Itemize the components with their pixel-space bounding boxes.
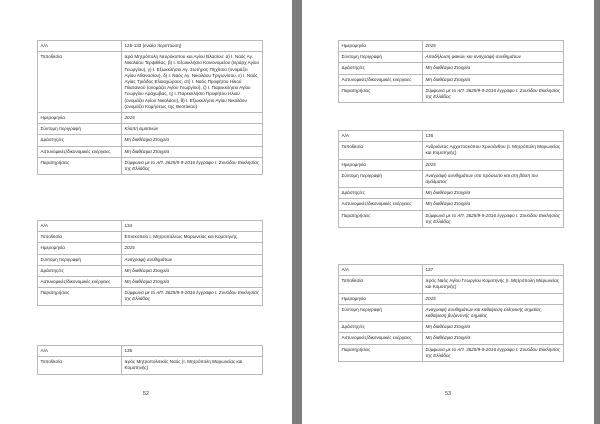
field-label: Δράστης/ες	[38, 135, 122, 146]
table-row	[339, 74, 564, 85]
field-label: Αστυνομικές/δικονομικές ενέργειες	[339, 333, 423, 344]
field-label: Δράστης/ες	[339, 188, 423, 199]
field-value: Μη διαθέσιμα Στοιχεία	[423, 199, 564, 210]
table-row	[339, 131, 564, 142]
field-label: Δράστης/ες	[339, 63, 423, 74]
field-label: Δράστης/ες	[38, 265, 122, 276]
field-label: Αστυνομικές/δικονομικές ενέργειες	[339, 74, 423, 85]
field-label: Σύντομη περιγραφή	[339, 52, 423, 63]
record-table-134	[37, 220, 263, 306]
field-label: Ημερομηνία	[339, 41, 423, 52]
table-row	[38, 277, 263, 288]
field-label: Παρατηρήσεις	[38, 288, 122, 305]
table-row	[38, 52, 263, 113]
table-row	[339, 199, 564, 210]
field-label: Αστυνομικές/δικονομικές ενέργειες	[339, 199, 423, 210]
field-label: Τοποθεσία	[38, 357, 122, 374]
field-label: Τοποθεσία	[339, 142, 423, 159]
field-label: Τοποθεσία	[38, 232, 122, 243]
field-label: Παρατηρήσεις	[339, 344, 423, 361]
table-row	[339, 63, 564, 74]
field-value: Αναγραφή συνθημάτων και καθαίρεση ελληνικής σημαίας, καθαίρεση βυζαντινής σημαίας	[423, 304, 564, 321]
record-table-135-cont	[338, 40, 564, 103]
field-label: Παρατηρήσεις	[38, 157, 122, 174]
field-value: Μη διαθέσιμα Στοιχεία	[423, 333, 564, 344]
record-table-136	[338, 130, 564, 228]
table-row	[38, 124, 263, 135]
field-value: Μη διαθέσιμα Στοιχεία	[122, 146, 263, 157]
field-value: Ανδριάντας Αρχιεπισκόπου Χρυσάνθου (Ι. Μητρόπολη Μαρωνείας και Κομοτηνής)	[423, 142, 564, 159]
table-row	[339, 344, 564, 361]
table-row	[38, 113, 263, 124]
field-value: 2015	[122, 113, 263, 124]
table-row	[38, 288, 263, 305]
field-value: Μη διαθέσιμα Στοιχεία	[423, 63, 564, 74]
table-row	[339, 159, 564, 170]
spread-gutter	[292, 0, 302, 424]
table-row	[339, 210, 564, 227]
field-value: Μη διαθέσιμα Στοιχεία	[122, 277, 263, 288]
table-row	[339, 85, 564, 102]
page-number: 53	[445, 391, 451, 397]
field-value: Μη διαθέσιμα Στοιχεία	[423, 322, 564, 333]
field-label: Τοποθεσία	[38, 52, 122, 113]
page-number: 52	[143, 391, 149, 397]
field-label: Σύντομη περιγραφή	[38, 254, 122, 265]
field-label: Ημερομηνία	[339, 159, 423, 170]
field-label: Ημερομηνία	[38, 243, 122, 254]
field-label: Α/Α	[38, 221, 122, 232]
right-page	[302, 0, 594, 424]
field-label: Σύντομη περιγραφή	[38, 124, 122, 135]
table-row	[339, 293, 564, 304]
field-value: 136	[423, 131, 564, 142]
field-label: Παρατηρήσεις	[339, 85, 423, 102]
table-row	[339, 142, 564, 159]
record-table-125-133	[37, 40, 263, 175]
table-row	[339, 265, 564, 276]
table-row	[38, 243, 263, 254]
field-value: Κλοπή ειμιτανών	[122, 124, 263, 135]
table-row	[38, 135, 263, 146]
field-value: Ιερός Μητροπολιτικός Ναός (Ι. Μητρόπολη Μαρωνείας και Κομοτηνής)	[122, 357, 263, 374]
table-row	[38, 357, 263, 374]
field-label: Δράστης/ες	[339, 322, 423, 333]
field-value: 2015	[423, 159, 564, 170]
table-row	[38, 41, 263, 52]
field-value: 135	[122, 346, 263, 357]
field-label: Σύντομη περιγραφή	[339, 304, 423, 321]
field-value: 2015	[423, 41, 564, 52]
field-label: Α/Α	[339, 131, 423, 142]
table-row	[339, 170, 564, 187]
field-value: Σύμφωνα με το ΑΠ. 3625/9-9-2016 έγγραφο Ι. Συνόδου Εκκλησίας της Ελλάδος	[423, 85, 564, 102]
field-label: Α/Α	[38, 346, 122, 357]
field-value: Σύμφωνα με το ΑΠ. 3625/9-9-2016 έγγραφο Ι. Συνόδου Εκκλησίας της Ελλάδος	[423, 210, 564, 227]
field-label: Σύντομη περιγραφή	[339, 170, 423, 187]
field-value: Μη διαθέσιμα Στοιχεία	[423, 188, 564, 199]
field-value: Αναγραφή συνθημάτων στο πρόσωπο και στη βάση του αγάλματος	[423, 170, 564, 187]
field-value: Ιερά Μητρόπολη Νευρόκοπου και Αγίου Βλασίου: α) Ι. Ναός Αγ. Νικολάου Τερψιθέας, β) Ι. Εξωκκλήσιο Κοινονομείου (Ιεράρχ Αγίου Γεωργίου), γ) Ι. Εξωκκλήσιο Αγ. Σωτήρος Πηχίτσιο (ονομάζει Αγίου Αθανασίου), δ) Ι. Ναός Αγ. Νικολάου Τριγωνίσου, ε) Ι. Ναός Αγίας Τριάδος Ελαιοχώρους, στ) Ι. Ναός Προφήτου Ηλιού Πλατανιού (ονομάζει Αγίου Γεωργίου), ζ) Ι. Παρεκκλήσιο Αγίου Γεωργίου Αράχωβας, η) Ι. Παρεκκλήσιο Προφήτου Ηλιού (ονομάζει Αγίου Νικολάου), θ) Ι. Εξωκκλήσιο Αγίου Νικολάου (ονομάζει Κομήσεως της Θεοτόκου)	[122, 52, 263, 113]
field-value: 2015	[122, 243, 263, 254]
field-label: Τοποθεσία	[339, 276, 423, 293]
field-value: Σύμφωνα με το ΑΠ. 3625/9-9-2016 έγγραφο Ι. Συνόδου Εκκλησίας της Ελλάδος	[423, 344, 564, 361]
table-row	[38, 146, 263, 157]
field-label: Αστυνομικές/δικονομικές ενέργειες	[38, 277, 122, 288]
table-row	[339, 333, 564, 344]
field-value: Μη διαθέσιμα Στοιχεία	[122, 135, 263, 146]
table-row	[38, 232, 263, 243]
record-table-137	[338, 264, 564, 362]
field-label: Ημερομηνία	[38, 113, 122, 124]
left-page	[0, 0, 292, 424]
field-value: Αναγραφή συνθημάτων	[122, 254, 263, 265]
field-value: 2015	[423, 293, 564, 304]
table-row	[339, 304, 564, 321]
field-label: Παρατηρήσεις	[339, 210, 423, 227]
table-row	[38, 346, 263, 357]
field-value: 134	[122, 221, 263, 232]
table-row	[38, 254, 263, 265]
field-value: 125-133 (ενιαία περιπτώση)	[122, 41, 263, 52]
table-row	[339, 52, 564, 63]
field-value: Σύμφωνα με το ΑΠ. 3625/9-9-2016 έγγραφο Ι. Συνόδου Εκκλησίας της Ελλάδος	[122, 157, 263, 174]
field-value: Μη διαθέσιμα Στοιχεία	[122, 265, 263, 276]
table-row	[38, 157, 263, 174]
field-value: 137	[423, 265, 564, 276]
field-label: Α/Α	[339, 265, 423, 276]
field-value: Επισκοπείο Ι. Μητροπόλεως Μαρωνείας και Κομοτηνής	[122, 232, 263, 243]
table-row	[339, 322, 564, 333]
record-table-135	[37, 345, 263, 375]
table-row	[339, 188, 564, 199]
field-value: Αποδήλωση φακών και αναγραφή συνθημάτων	[423, 52, 564, 63]
table-row	[339, 41, 564, 52]
field-label: Ημερομηνία	[339, 293, 423, 304]
table-row	[38, 221, 263, 232]
table-row	[38, 265, 263, 276]
table-row	[339, 276, 564, 293]
field-value: Σύμφωνα με το ΑΠ. 3625/9-9-2016 έγγραφο Ι. Συνόδου Εκκλησίας της Ελλάδος	[122, 288, 263, 305]
field-value: Μη διαθέσιμα Στοιχεία	[423, 74, 564, 85]
field-value: Ιερός Ναός Αγίου Γεωργίου Κομοτηνής (Ι. Μητρόπολη Μαρωνείας και Κομοτηνής)	[423, 276, 564, 293]
field-label: Αστυνομικές/δικονομικές ενέργειες	[38, 146, 122, 157]
field-label: Α/Α	[38, 41, 122, 52]
